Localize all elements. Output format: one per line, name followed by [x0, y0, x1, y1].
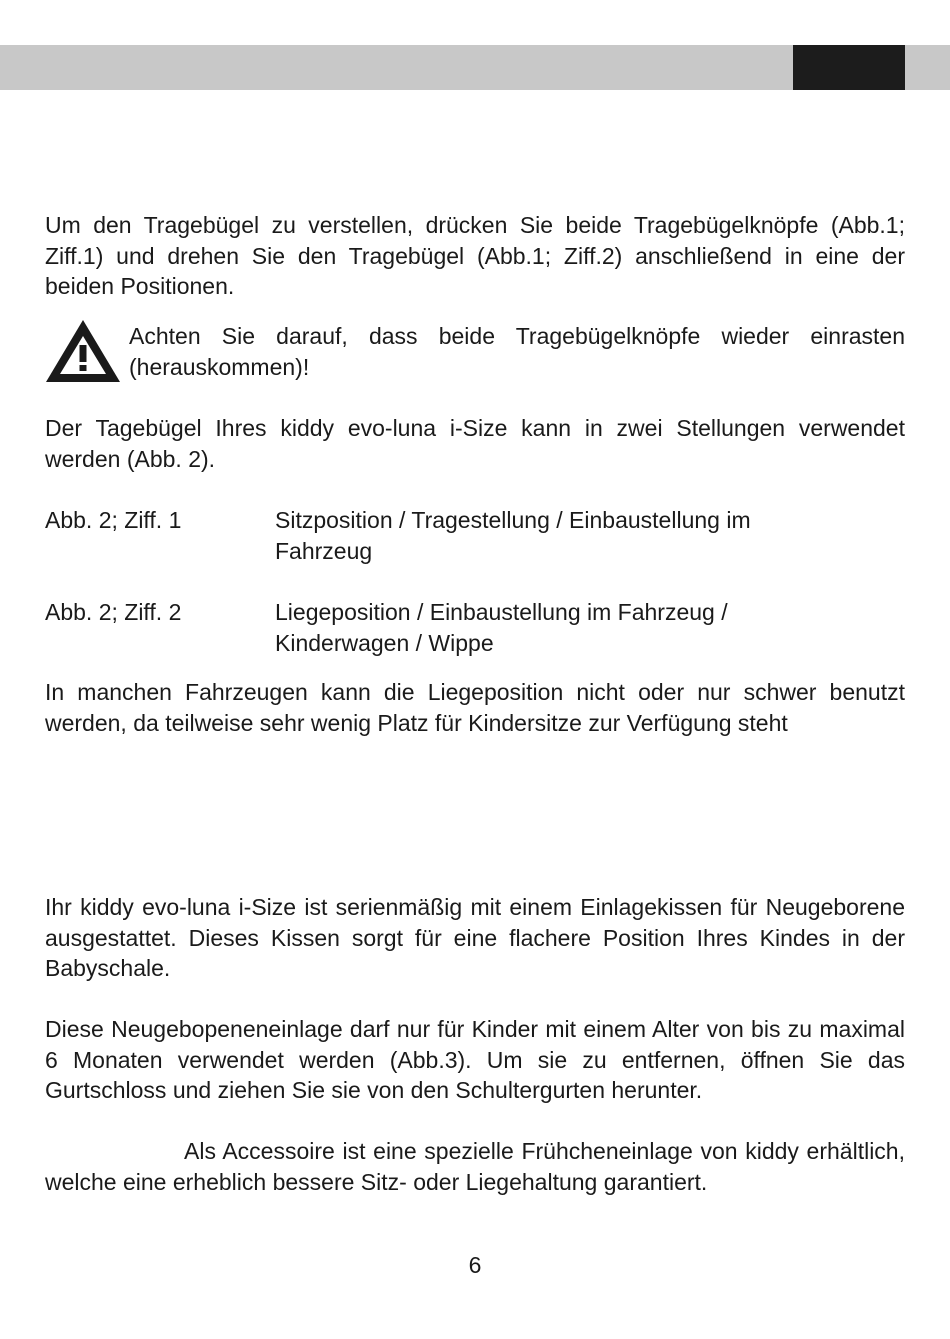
- position-1-term: Abb. 2; Ziff. 1: [45, 507, 182, 533]
- paragraph-newborn-insert: Diese Neugebореneneinlage darf nur für Kinder mit einem Alter von bis zu maximal 6 Monaten verwendet werden (Abb.3). Um sie zu entfernen, öffnen Sie das Gurtschloss und ziehen Sie sie von den Schultergurten herunter.: [45, 1016, 905, 1103]
- paragraph-positions: Der Tagebügel Ihres kiddy evo-luna i-Size kann in zwei Stellungen verwendet werden (Abb. 2).: [45, 415, 905, 472]
- paragraph-accessory: Als Accessoire ist eine spezielle Frühcheneinlage von kiddy erhältlich, welche eine erheblich bessere Sitz- oder Liegehaltung garantiert.: [45, 1138, 905, 1195]
- paragraph-vehicles: In manchen Fahrzeugen kann die Liegeposition nicht oder nur schwer benutzt werden, da teilweise sehr wenig Platz für Kindersitze zur Verfügung steht: [45, 679, 905, 736]
- page-number: 6: [468, 1252, 482, 1278]
- paragraph-insert-cushion: Ihr kiddy evo-luna i-Size ist serienmäßig mit einem Einlagekissen für Neugeborene ausgestattet. Dieses Kissen sorgt für eine flachere Position Ihres Kindes in der Babyschale.: [45, 894, 905, 981]
- position-2-term: Abb. 2; Ziff. 2: [45, 599, 182, 625]
- paragraph-adjust-handle: Um den Tragebügel zu verstellen, drücken Sie beide Tragebügelknöpfe (Abb.1; Ziff.1) und drehen Sie den Tragebügel (Abb.1; Ziff.2) anschließend in eine der beiden Positionen.: [45, 212, 905, 299]
- warning-triangle-icon: [44, 318, 122, 384]
- position-1-description: Sitzposition / Tragestellung / Einbaustellung im Fahrzeug: [275, 507, 751, 564]
- header-tab: [793, 45, 905, 90]
- warning-text: Achten Sie darauf, dass beide Tragebügelknöpfe wieder einrasten (herauskommen)!: [129, 323, 905, 380]
- position-2-description: Liegeposition / Einbaustellung im Fahrzeug / Kinderwagen / Wippe: [275, 599, 728, 656]
